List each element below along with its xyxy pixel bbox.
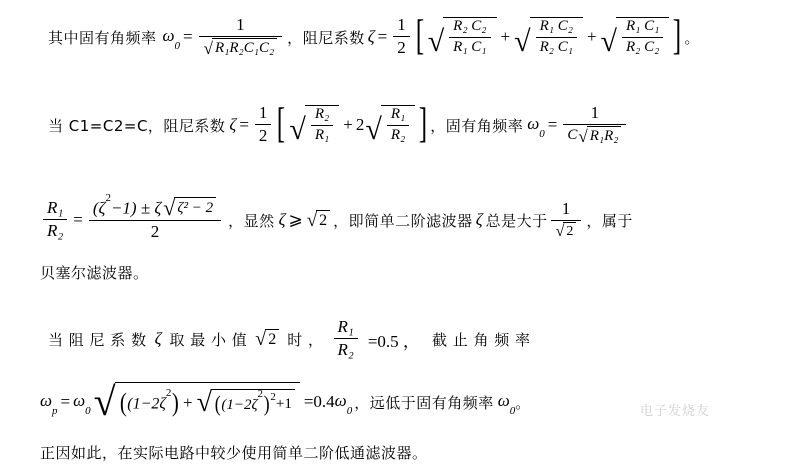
- one-half-fraction: [393, 15, 410, 57]
- inner-expression-2: ($1-2\zeta^2$: [221, 388, 264, 413]
- half-denominator: 2: [258, 125, 268, 145]
- t1-fraction: [311, 106, 333, 144]
- sqrt-group: [163, 197, 216, 219]
- radical-sign: √: [514, 24, 531, 58]
- formula-line-1: [48, 13, 700, 60]
- one-half-fraction: [255, 103, 272, 145]
- line3-tail-text: ，属于: [586, 211, 633, 230]
- equals-sign: =: [239, 115, 249, 135]
- ratio-numerator: R₁: [337, 317, 354, 336]
- formula-line-6: [40, 379, 531, 424]
- radical-sign: √: [427, 24, 445, 58]
- period-1: 。: [684, 28, 700, 47]
- fraction-bar: [536, 37, 577, 38]
- period-6: 。: [515, 393, 531, 412]
- left-bracket: [: [415, 13, 424, 60]
- formula-line-7: [40, 442, 428, 463]
- omega0-symbol-b: $\omega_0$: [334, 390, 353, 418]
- half-denominator: 2: [397, 37, 406, 57]
- result-value: =0.4: [303, 392, 335, 411]
- term2-denominator: R₂ C₁: [539, 38, 573, 55]
- omega0-fraction: [563, 103, 626, 145]
- fraction-bar: [311, 125, 333, 126]
- sqrt-group: [578, 126, 621, 145]
- right-paren-1: ): [172, 388, 180, 418]
- half-numerator: 1: [397, 15, 406, 34]
- fraction-bar: [387, 125, 409, 126]
- sqrt-term-1: [428, 17, 497, 57]
- line6-tail-text: ，远低于固有角频率: [354, 393, 494, 412]
- zeta-symbol: ζ: [229, 115, 237, 135]
- numerator-part-1: $(\zeta^2-1) \pm \zeta$: [92, 191, 162, 218]
- fraction-numerator: 1: [561, 198, 571, 218]
- fraction-bar: [255, 124, 272, 125]
- fraction-bar: [393, 36, 410, 37]
- plus-one-term: +1: [275, 395, 292, 412]
- left-bracket: [: [277, 101, 286, 148]
- fraction-bar: [622, 37, 663, 38]
- t2-denominator: R₂: [390, 126, 406, 143]
- radicand: [211, 389, 295, 417]
- formula-line-2: [48, 101, 629, 148]
- roots-numerator: [89, 191, 221, 220]
- greater-equal-sign: ⩾: [288, 210, 303, 230]
- formula-line-5: [48, 318, 531, 360]
- roots-denominator: 2: [150, 222, 160, 241]
- radicand: ζ² − 2: [174, 197, 216, 219]
- sqrt-term-3: [601, 17, 670, 57]
- radical-sign: √: [600, 24, 617, 58]
- line3-mid-text: ，即简单二阶滤波器: [333, 211, 473, 230]
- line3-mid-text-2: 总是大于: [485, 211, 548, 230]
- fraction-bar: [334, 338, 358, 339]
- term2-fraction: [536, 18, 577, 56]
- omega0-symbol-c: $\omega_0$: [497, 390, 516, 418]
- radicand: [530, 17, 583, 57]
- term3-fraction: [622, 18, 663, 56]
- plus-sign-1: +: [500, 27, 511, 47]
- inner-expression-1: ($1-2\zeta^2$: [127, 386, 172, 413]
- half-numerator: 1: [258, 103, 268, 122]
- fraction-numerator: 1: [590, 103, 600, 123]
- radicand: R₁R₂: [587, 126, 622, 145]
- formula-line-4: [40, 262, 149, 283]
- fraction-denominator: [199, 38, 283, 57]
- fraction-numerator: 1: [236, 15, 245, 35]
- resistor-ratio-fraction: [334, 317, 358, 359]
- comma-1: ，: [287, 28, 303, 47]
- radical-sign: √: [203, 38, 213, 58]
- one-over-sqrt2-fraction: [551, 199, 582, 240]
- line2-lead-text: 当 C1=C2=C，阻尼系数: [48, 116, 226, 135]
- radicand: [616, 17, 669, 57]
- fraction-bar: [43, 219, 67, 220]
- formula-line-3: [40, 191, 633, 243]
- line2-mid-text: ，固有角频率: [430, 116, 524, 135]
- sqrt-two: [255, 329, 279, 349]
- term3-denominator: R₂ C₂: [626, 38, 660, 55]
- radicand: 2: [563, 222, 576, 240]
- t1-denominator: R₁: [314, 126, 330, 143]
- radicand: 2: [265, 329, 279, 349]
- fraction-denominator: [551, 222, 582, 240]
- radicand: R₁R₂C₁C₂: [212, 38, 277, 57]
- equals-sign: =: [73, 210, 83, 230]
- right-bracket: ]: [673, 13, 682, 60]
- equals-sign-2: =: [377, 27, 388, 47]
- line3-comma-text: ，显然: [228, 211, 275, 230]
- coefficient-2: 2: [355, 115, 365, 135]
- omega-p-symbol: $\omega_p$: [40, 390, 58, 418]
- omega0-symbol: $\omega_0$: [527, 113, 545, 141]
- plus-sign: +: [183, 393, 193, 412]
- right-paren-2: ): [263, 391, 270, 417]
- radical-sign: √: [555, 222, 565, 240]
- zeta-label: 阻尼系数: [302, 28, 365, 47]
- resistor-ratio-fraction: [43, 198, 67, 240]
- ratio-denominator: R₂: [337, 339, 354, 359]
- radical-sign: √: [255, 328, 267, 351]
- omega0-fraction: [199, 15, 283, 57]
- watermark: 电子发烧友: [640, 404, 711, 419]
- sqrt-two: [307, 210, 330, 230]
- sqrt-term-1: [289, 105, 339, 145]
- term1-denominator: R₁ C₁: [453, 38, 487, 55]
- fraction-bar: [551, 220, 582, 221]
- radical-sign: √: [306, 210, 318, 232]
- equals-sign: =: [183, 27, 193, 47]
- sqrt-group: [556, 222, 577, 240]
- right-bracket: ]: [419, 101, 428, 148]
- zeta-symbol-2: ζ: [475, 210, 483, 230]
- t1-numerator: R₂: [314, 106, 330, 123]
- term3-numerator: R₁ C₁: [626, 18, 660, 35]
- line5-lead-text: 当 阻 尼 系 数: [48, 330, 147, 349]
- omega0-symbol: $\omega_0$: [162, 25, 181, 53]
- equals-sign-2: =: [547, 115, 558, 135]
- conclusion-text: 正因如此，在实际电路中较少使用简单二阶低通滤波器。: [40, 444, 428, 462]
- inner-sqrt: [197, 389, 295, 417]
- fraction-denominator: [563, 126, 626, 145]
- bessel-filter-text: 贝塞尔滤波器。: [40, 264, 149, 282]
- radical-sign: √: [365, 112, 382, 146]
- line5-shi-text: 时 ，: [287, 330, 324, 349]
- term1-fraction: [449, 18, 490, 56]
- term1-numerator: R₂ C₂: [453, 18, 487, 35]
- plus-sign-2: +: [586, 27, 597, 47]
- sqrt-term-2: [514, 17, 583, 57]
- capacitance-symbol: C: [567, 126, 578, 143]
- equals-sign: =: [60, 392, 71, 411]
- ratio-numerator: R₁: [47, 198, 64, 218]
- zeta-symbol: ζ: [154, 329, 162, 349]
- sqrt-term-2: [365, 105, 415, 145]
- line5-mid-text: 取 最 小 值: [169, 330, 248, 349]
- t2-numerator: R₁: [390, 106, 406, 123]
- omega0-symbol: $\omega_0$: [73, 390, 91, 418]
- outer-sqrt: [93, 379, 300, 424]
- radicand: [381, 105, 415, 145]
- line1-lead-text: 其中固有角频率: [48, 28, 157, 47]
- left-paren-1: (: [119, 388, 127, 418]
- line5-tail-text: 截 止 角 频 率: [431, 330, 531, 349]
- term2-numerator: R₁ C₂: [539, 18, 573, 35]
- fraction-bar: [89, 220, 221, 221]
- roots-fraction: [89, 191, 221, 242]
- radicand: [443, 17, 496, 57]
- zeta-symbol: ζ: [278, 210, 286, 230]
- fraction-bar: [449, 37, 490, 38]
- radical-sign: √: [93, 379, 116, 424]
- radical-sign: √: [196, 387, 212, 418]
- fraction-bar: [563, 124, 626, 125]
- radicand: [305, 105, 339, 145]
- sqrt-group: [204, 38, 278, 57]
- radical-sign: √: [578, 126, 588, 146]
- zeta-symbol: ζ: [367, 27, 375, 47]
- t2-fraction: [387, 106, 409, 144]
- ratio-denominator: R₂: [47, 220, 64, 240]
- radical-sign: √: [163, 195, 176, 220]
- radicand: 2: [316, 210, 330, 230]
- plus-sign: +: [343, 115, 353, 135]
- radicand: [115, 382, 300, 422]
- fraction-bar: [199, 36, 283, 37]
- exponent-2: 2: [270, 391, 276, 403]
- ratio-value: =0.5 ，: [367, 331, 420, 351]
- radical-sign: √: [289, 112, 306, 146]
- left-paren-2: (: [214, 391, 221, 417]
